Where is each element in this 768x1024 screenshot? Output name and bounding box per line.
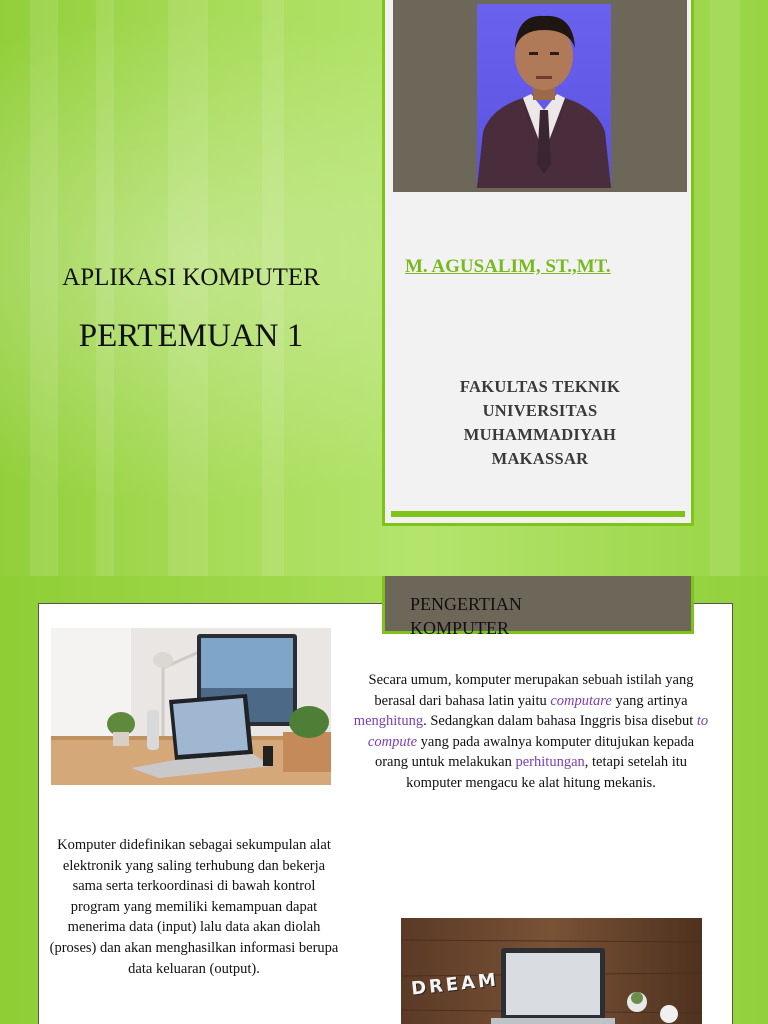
text-run: , tetapi setelah itu komputer mengacu ke alat hitung mekanis. bbox=[406, 754, 688, 791]
institution-line: FAKULTAS TEKNIK bbox=[459, 377, 621, 396]
term-to-compute: to compute bbox=[367, 713, 709, 750]
term-perhitungan: perhitungan bbox=[515, 754, 585, 771]
institution-line: MUHAMMADIYAH bbox=[463, 425, 617, 444]
text-run: yang artinya bbox=[611, 692, 688, 709]
institution-line: MAKASSAR bbox=[491, 449, 589, 468]
presenter-photo bbox=[477, 4, 611, 188]
section-heading bbox=[410, 592, 590, 640]
text-run: . Sedangkan dalam bahasa Inggris bisa disebut bbox=[423, 713, 697, 730]
institution-line: UNIVERSITAS bbox=[482, 401, 598, 420]
card-accent-bar bbox=[391, 511, 685, 517]
institution-name bbox=[393, 375, 687, 471]
text-run: Secara umum, komputer merupakan sebuah istilah yang berasal dari bahasa latin yaitu bbox=[368, 672, 694, 709]
desk-laptop-photo bbox=[401, 918, 702, 1024]
dream-blocks-text: DREAM bbox=[410, 969, 500, 1000]
definition-slide bbox=[0, 576, 768, 1024]
presenter-card bbox=[382, 0, 694, 526]
definition-paragraph bbox=[350, 670, 712, 794]
term-menghitung: menghitung bbox=[353, 713, 424, 730]
heading-line: KOMPUTER bbox=[410, 618, 510, 638]
heading-line: PENGERTIAN bbox=[410, 594, 522, 614]
course-title: APLIKASI KOMPUTER bbox=[62, 264, 320, 291]
author-name: M. AGUSALIM, ST.,MT. bbox=[405, 256, 611, 277]
session-title: PERTEMUAN 1 bbox=[78, 318, 304, 354]
text-run: yang pada awalnya komputer ditujukan kepada orang untuk melakukan bbox=[374, 733, 695, 771]
term-computare: computare bbox=[550, 692, 612, 709]
workspace-photo bbox=[51, 628, 331, 785]
computer-definition-paragraph: Komputer didefinikan sebagai sekumpulan alat elektronik yang saling terhubung dan bekerja sama serta terkoordinasi di bawah kontrol program yang memiliki kemampuan dapat menerima data (input) lalu data akan diolah (proses) dan akan menghasilkan informasi berupa data keluaran (output). bbox=[49, 837, 339, 977]
background-stripe bbox=[710, 0, 740, 576]
photo-panel bbox=[393, 0, 687, 192]
